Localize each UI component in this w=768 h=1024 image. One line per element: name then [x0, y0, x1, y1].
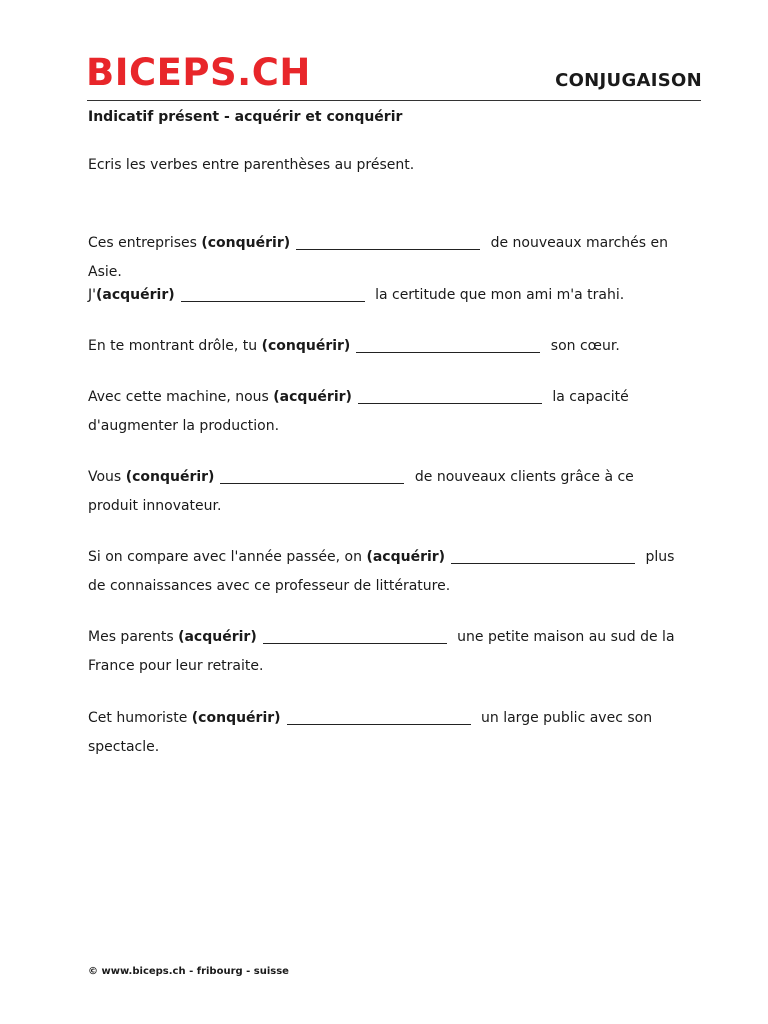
- exercise-text-after: de nouveaux marchés en Asie.: [88, 235, 669, 280]
- answer-blank[interactable]: [356, 338, 540, 353]
- exercise-6: [88, 543, 688, 601]
- exercise-text-before: Ces entreprises: [88, 235, 202, 251]
- answer-blank[interactable]: [220, 469, 404, 484]
- worksheet-subtitle: Indicatif présent - acquérir et conquérir: [88, 109, 403, 125]
- exercise-5: [88, 463, 688, 521]
- header-divider: [87, 100, 701, 101]
- exercise-4: [88, 383, 688, 441]
- exercise-text-after: un large public avec son spectacle.: [88, 710, 653, 755]
- answer-blank[interactable]: [287, 710, 471, 725]
- exercise-verb: (conquérir): [261, 338, 351, 354]
- footer-copyright: © www.biceps.ch - fribourg - suisse: [88, 966, 289, 977]
- exercise-text-after: plus de connaissances avec ce professeur de littérature.: [88, 549, 675, 594]
- answer-blank[interactable]: [263, 629, 447, 644]
- exercise-text-before: Avec cette machine, nous: [88, 389, 274, 405]
- exercise-text-before: Vous: [88, 469, 126, 485]
- exercise-text-after: la certitude que mon ami m'a trahi.: [370, 287, 625, 303]
- exercise-verb: (conquérir): [191, 710, 281, 726]
- exercise-7: [88, 623, 688, 681]
- exercise-3: [88, 332, 688, 361]
- exercise-verb: (acquérir): [273, 389, 352, 405]
- exercise-verb: (acquérir): [178, 629, 257, 645]
- logo[interactable]: BICEPS.CH: [86, 51, 311, 94]
- exercise-text-after: son cœur.: [546, 338, 620, 354]
- exercise-text-before: J': [88, 287, 96, 303]
- exercise-text-before: Si on compare avec l'année passée, on: [88, 549, 367, 565]
- exercise-text-after: la capacité d'augmenter la production.: [88, 389, 629, 434]
- exercise-text-after: de nouveaux clients grâce à ce produit innovateur.: [88, 469, 634, 514]
- exercise-text-before: En te montrant drôle, tu: [88, 338, 262, 354]
- exercise-2: [88, 281, 688, 310]
- exercise-1: [88, 229, 688, 287]
- answer-blank[interactable]: [451, 549, 635, 564]
- answer-blank[interactable]: [181, 287, 365, 302]
- answer-blank[interactable]: [296, 235, 480, 250]
- exercise-verb: (acquérir): [95, 287, 175, 303]
- exercise-verb: (conquérir): [125, 469, 215, 485]
- instruction-text: Ecris les verbes entre parenthèses au présent.: [88, 157, 415, 173]
- exercise-text-before: Mes parents: [88, 629, 179, 645]
- answer-blank[interactable]: [358, 389, 542, 404]
- exercise-text-after: une petite maison au sud de la France pour leur retraite.: [88, 629, 675, 674]
- exercise-verb: (acquérir): [366, 549, 446, 565]
- exercise-text-before: Cet humoriste: [88, 710, 192, 726]
- exercise-verb: (conquérir): [201, 235, 291, 251]
- category-label: CONJUGAISON: [555, 70, 702, 91]
- exercise-8: [88, 704, 688, 762]
